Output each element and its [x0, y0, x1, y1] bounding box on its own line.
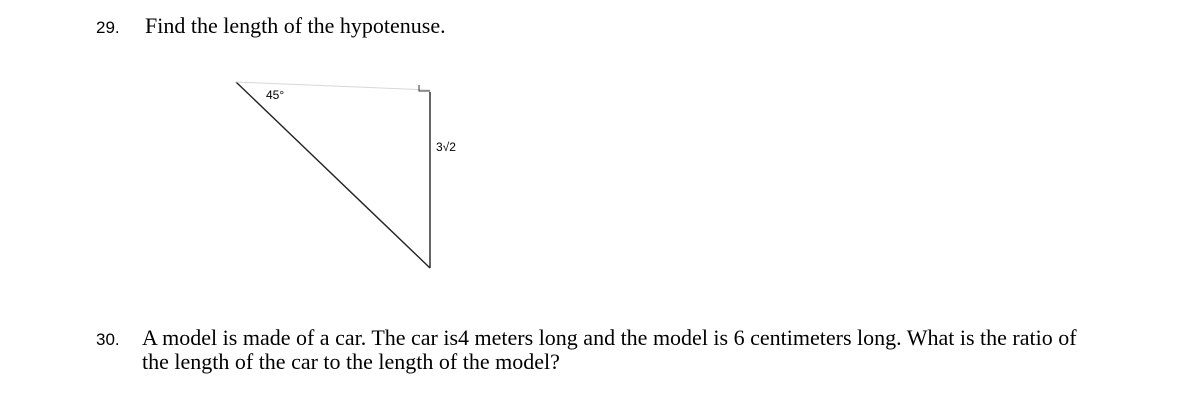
angle-label: 45°	[266, 88, 285, 102]
question-number: 30.	[96, 330, 120, 349]
question-number: 29.	[96, 18, 120, 37]
question-text: Find the length of the hypotenuse.	[145, 13, 446, 38]
question-30	[0, 290, 1200, 393]
hypotenuse-line	[236, 82, 430, 268]
question-text-line-1: A model is made of a car. The car is4 meters long and the model is 6 centimeters long. What is the ratio of	[142, 325, 1077, 350]
question-text	[142, 326, 1077, 374]
question-text-line-2: the length of the car to the length of the model?	[142, 349, 560, 374]
side-length-label: 3√2	[436, 140, 456, 154]
